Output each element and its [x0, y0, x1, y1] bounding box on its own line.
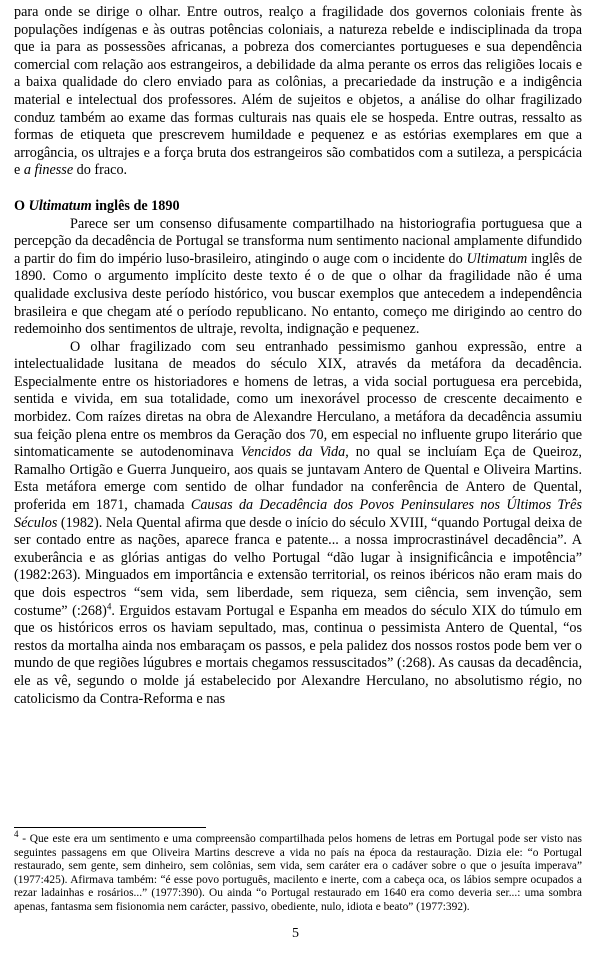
italic-term: a finesse — [23, 162, 74, 179]
heading-italic: Ultimatum — [28, 197, 92, 214]
italic-title: Causas da Decadência dos Povos Peninsulares nos Últimos Três Séculos — [14, 497, 582, 531]
page-number: 5 — [292, 926, 299, 941]
heading-suffix: inglês de 1890 — [91, 197, 180, 214]
italic-term: Ultimatum — [466, 250, 528, 267]
document-page — [14, 4, 582, 708]
footnote-separator — [14, 827, 206, 828]
footnote — [14, 829, 582, 915]
paragraph-text: (1982). Nela Quental afirma que desde o início do século XVIII, “quando Portugal deixa de ser contado entre as nações, aparece franca e patente... a nossa improcrastinável decadência”. A exuberância e as glórias antigas do velho Portugal “dão lugar à insignificância e impotência” (1982:263). Minguados em importância e extensão territorial, os reinos ibéricos não eram mais do que dois espectros “sem vida, sem liberdade, sem riqueza, sem ciência, sem invenção, sem costume” (:268) — [14, 514, 582, 619]
paragraph-text: Parece ser um consenso difusamente compartilhado na historiografia portuguesa que a percepção da decadência de Portugal se transforma num sentimento nacional amplamente difundido a partir do fim do império luso-brasileiro, atingindo o auge com o incidente do — [14, 215, 582, 267]
heading-prefix: O — [14, 197, 29, 214]
paragraph-text: . Erguidos estavam Portugal e Espanha em meados do século XIX do túmulo em que os históricos erros os haviam sepultado, mas, continua o pessimista Antero de Quental, “os restos da mortalha ainda nos embaraçam os passos, e pela palidez dos nossos rostos pode bem ver o mundo de que regiões lúgubres e mortais chegamos ressuscitados” (:268). As causas da decadência, ele as vê, segundo o molde já estabelecido por Alexandre Herculano, no absolutismo régio, no catolicismo da Contra-Reforma e nas — [14, 602, 583, 707]
footnote-text: - Que este era um sentimento e uma compreensão compartilhada pelos homens de letras em Portugal pode ser visto nas seguintes passagens em que Oliveira Martins descreve a vida no país na época da restauração. Dizia ele: “o Portugal restaurado, sem gente, sem dinheiro, sem colônias, sem vida, sem caráter era o cadáver sobre o que o jesuíta imperava” (1977:425). Afirmava também: “é esse povo português, macilento e inerte, com a cabeça oca, os lábios sempre ocupados a rezar ladainhas e rosários...” (1977:390). Ou ainda “o Portugal restaurado em 1640 era como deveria ser...: uma sombra apenas, fantasma sem fisionomia nem carácter, passivo, obediente, nulo, idiota e beato” (1977:392). — [14, 833, 582, 913]
footnote-reference: 4 — [106, 600, 112, 611]
paragraph-text: O olhar fragilizado com seu entranhado pessimismo ganhou expressão, entre a intelectualidade lusitana de meados do século XIX, através da metáfora da decadência. Especialmente entre os historiadores e homens de letras, a vida social portuguesa era percebida, sentida e vivida, em sua totalidade, como um inexorável processo de crescente decaimento e morbidez. Com raízes diretas na obra de Alexandre Herculano, a metáfora da decadência assumiu sua feição plena entre os membros da Geração dos 70, em especial no influente grupo literário que sintomaticamente se autodenominava — [14, 338, 582, 461]
footnote-number: 4 — [14, 829, 19, 840]
paragraph-text: para onde se dirige o olhar. Entre outros, realço a fragilidade dos governos coloniais frente às populações indígenas e às outras potências coloniais, a natureza rebelde e indisciplinada da tropa que ia para as possessões africanas, a pobreza dos comerciantes portugueses e sua dependência comercial com relação aos estrangeiros, a debilidade da alma perante os erros das religiões locais e a baixa qualidade do clero enviado para as colônias, a precariedade da instrução e a indigência material e intelectual dos professores. Além de sujeitos e objetos, a análise do olhar fragilizado conduz também ao exame das formas culturais nas quais ele se hospeda. Entre outras, ressalto as formas de etiqueta que prescrevem humildade e pequenez e as estórias exemplares em que a arrogância, os ultrajes e a força bruta dos estrangeiros são combatidos com a sutileza, a perspicácia e — [14, 4, 582, 179]
paragraph-text: inglês de 1890. Como o argumento implícito deste texto é o de que o olhar da fragilidade não é uma qualidade exclusiva deste período histórico, vou buscar exemplos que antecedem a independência brasileira e que chegam até o período republicano. No entanto, começo me dirigindo ao centro do redemoinho dos sentimentos de ultraje, revolta, indignação e pequenez. — [14, 250, 582, 338]
section-heading — [14, 198, 582, 216]
paragraph-consensus — [14, 216, 582, 339]
paragraph-decadence — [14, 339, 582, 708]
italic-term: Vencidos da Vida — [240, 444, 346, 461]
paragraph-text-end: do fraco. — [73, 162, 128, 179]
paragraph-text: , no qual se incluíam Eça de Queiroz, Ramalho Ortigão e Guerra Junqueiro, aos quais se juntavam Antero de Quental e Oliveira Martins. Esta metáfora emerge com sentido de olhar fundador na conferência de Antero de Quental, proferida em 1871, chamada — [14, 444, 582, 514]
paragraph-continuation — [14, 4, 582, 180]
